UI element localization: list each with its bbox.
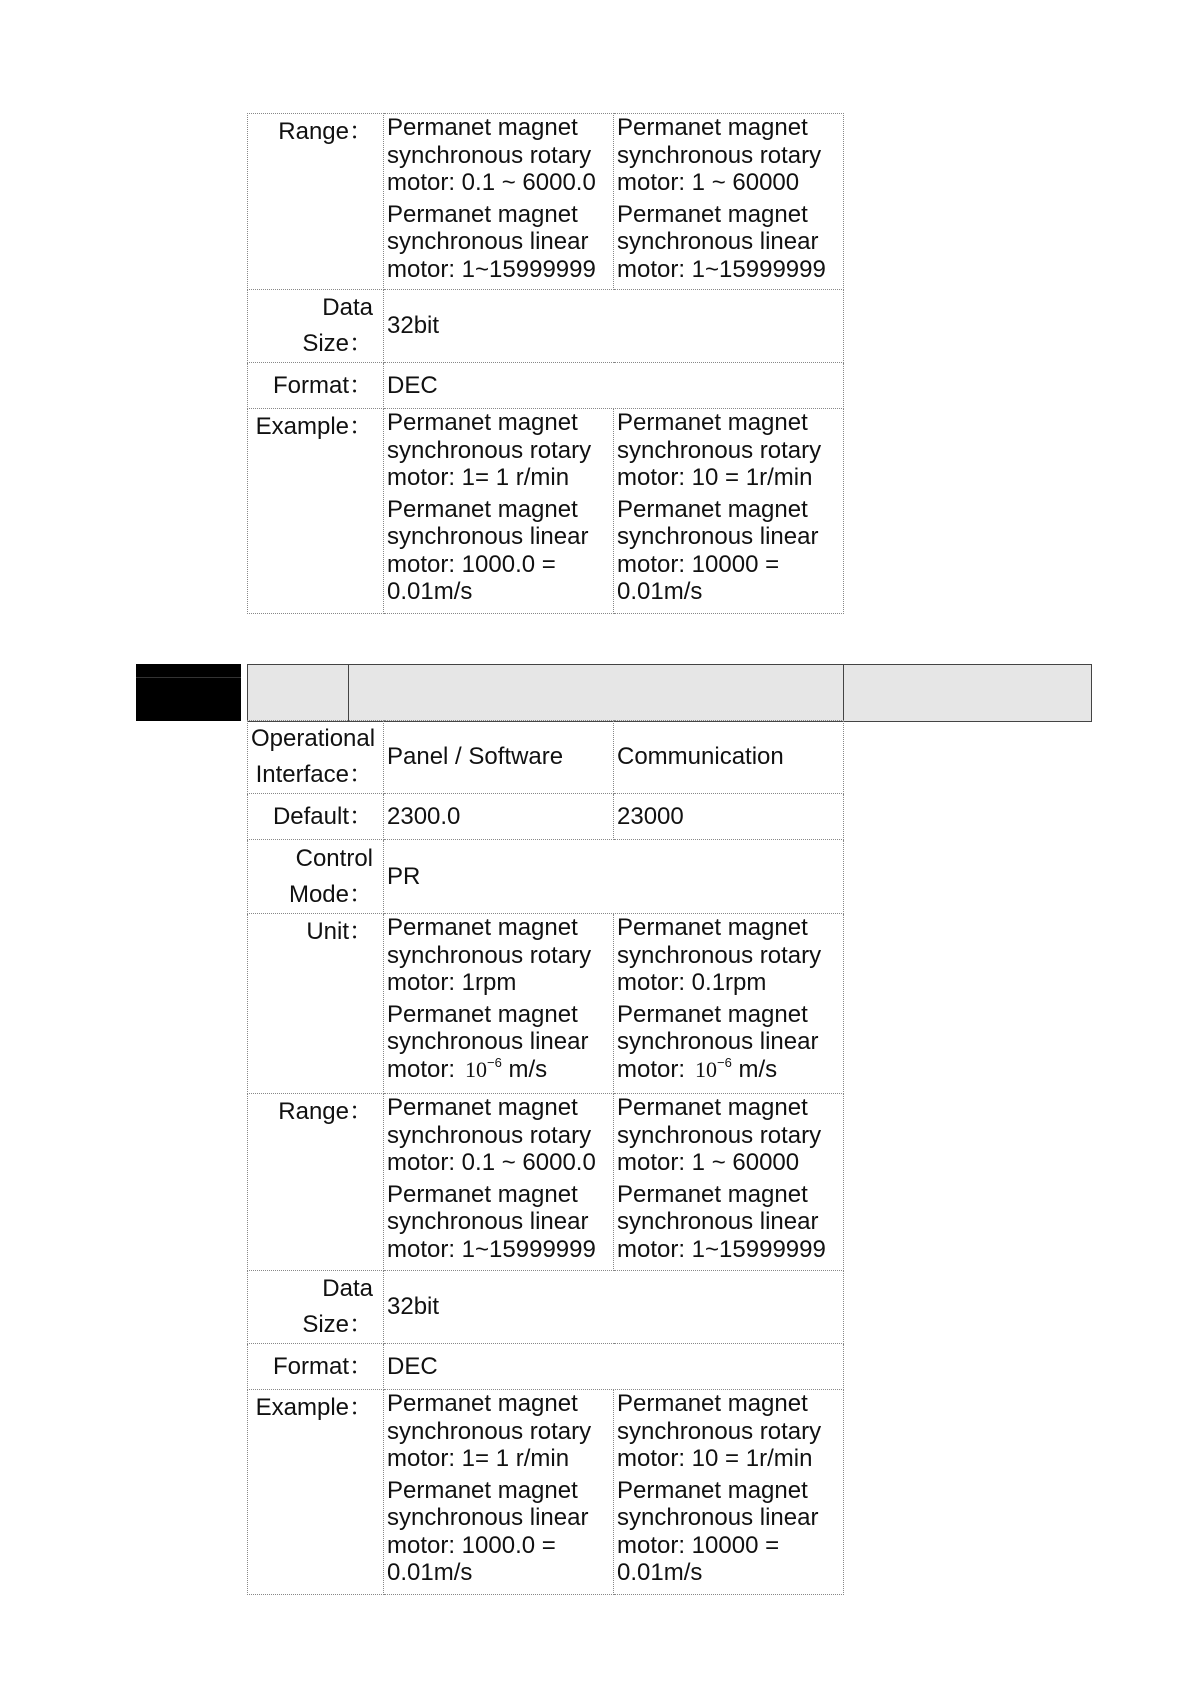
- range-linear-text: Permanet magnet synchronous linear motor: 1~15999999: [617, 1180, 826, 1263]
- example-comm-cell: [614, 409, 844, 614]
- range-linear-text: Permanet magnet synchronous linear motor: 1~15999999: [387, 200, 596, 283]
- panel-software-header: Panel / Software: [384, 721, 614, 794]
- control-mode-label: [248, 840, 384, 914]
- format-label: Format：: [248, 363, 384, 409]
- example-linear-text: Permanet magnet synchronous linear motor: 1000.0 = 0.01m/s: [387, 495, 589, 605]
- unit-linear-prefix: Permanet magnet synchronous linear motor:: [617, 1000, 819, 1083]
- parameter-header-address-cell: [843, 664, 1092, 722]
- range-rotary-text: Permanet magnet synchronous rotary motor: 1 ~ 60000: [617, 1094, 822, 1176]
- operational-label-line2: Interface：: [255, 761, 373, 788]
- range-label: Range：: [248, 114, 384, 290]
- unit-rotary-text: Permanet magnet synchronous rotary motor: 0.1rpm: [617, 914, 822, 996]
- range-row: [248, 114, 844, 290]
- range-rotary-text: Permanet magnet synchronous rotary motor: 1 ~ 60000: [617, 114, 822, 196]
- control-mode-label-line2: Mode：: [288, 880, 373, 908]
- power-exponent: −6: [487, 1054, 502, 1070]
- example-linear-text: Permanet magnet synchronous linear motor: 10000 = 0.01m/s: [617, 1476, 819, 1586]
- unit-comm-cell: [614, 914, 844, 1094]
- data-size-row: [248, 1271, 844, 1344]
- example-comm-cell: [614, 1390, 844, 1595]
- parameter-header-name-cell: [348, 664, 844, 722]
- unit-label: Unit：: [248, 914, 384, 1094]
- data-size-row: [248, 290, 844, 363]
- range-comm-cell: [614, 1094, 844, 1271]
- power-base: 10: [465, 1056, 488, 1082]
- range-panel-cell: [384, 114, 614, 290]
- data-size-label: Data Size：: [248, 1271, 384, 1344]
- range-row: [248, 1094, 844, 1271]
- operational-interface-label: [248, 721, 384, 794]
- control-mode-row: [248, 840, 844, 914]
- unit-rotary-text: Permanet magnet synchronous rotary motor: 1rpm: [387, 914, 592, 996]
- example-rotary-text: Permanet magnet synchronous rotary motor: 10 = 1r/min: [617, 1390, 822, 1472]
- data-size-value: 32bit: [384, 1271, 844, 1344]
- upper-parameter-table: [247, 113, 844, 614]
- unit-row: [248, 914, 844, 1094]
- example-label: Example：: [248, 1390, 384, 1595]
- operational-interface-row: [248, 721, 844, 794]
- parameter-code-block: [136, 664, 241, 721]
- example-label: Example：: [248, 409, 384, 614]
- data-size-value: 32bit: [384, 290, 844, 363]
- format-value: DEC: [384, 363, 844, 409]
- example-row: [248, 1390, 844, 1595]
- data-size-label: Data Size：: [248, 290, 384, 363]
- default-label: Default：: [248, 794, 384, 840]
- unit-linear-text: [617, 1001, 841, 1084]
- example-linear-text: Permanet magnet synchronous linear motor: 10000 = 0.01m/s: [617, 495, 819, 605]
- power-exponent: −6: [717, 1054, 732, 1070]
- default-panel-value: 2300.0: [384, 794, 614, 840]
- unit-linear-prefix: Permanet magnet synchronous linear motor:: [387, 1000, 589, 1083]
- operational-label-line1: Operational: [251, 725, 376, 752]
- range-linear-text: Permanet magnet synchronous linear motor: 1~15999999: [387, 1180, 596, 1263]
- default-row: [248, 794, 844, 840]
- range-label: Range：: [248, 1094, 384, 1271]
- control-mode-value: PR: [384, 840, 844, 914]
- example-rotary-text: Permanet magnet synchronous rotary motor: 1= 1 r/min: [387, 1390, 592, 1472]
- communication-header: Communication: [614, 721, 844, 794]
- format-label: Format：: [248, 1344, 384, 1390]
- range-comm-cell: [614, 114, 844, 290]
- format-row: [248, 363, 844, 409]
- range-panel-cell: [384, 1094, 614, 1271]
- range-rotary-text: Permanet magnet synchronous rotary motor: 0.1 ~ 6000.0: [387, 114, 596, 196]
- example-row: [248, 409, 844, 614]
- lower-parameter-table: [247, 720, 844, 1595]
- range-linear-text: Permanet magnet synchronous linear motor: 1~15999999: [617, 200, 826, 283]
- unit-suffix: m/s: [738, 1055, 778, 1083]
- unit-linear-text: [387, 1001, 611, 1084]
- format-row: [248, 1344, 844, 1390]
- example-rotary-text: Permanet magnet synchronous rotary motor: 1= 1 r/min: [387, 409, 592, 491]
- example-rotary-text: Permanet magnet synchronous rotary motor: 10 = 1r/min: [617, 409, 822, 491]
- control-mode-label-line1: Control: [295, 844, 373, 872]
- range-rotary-text: Permanet magnet synchronous rotary motor: 0.1 ~ 6000.0: [387, 1094, 596, 1176]
- power-base: 10: [695, 1056, 718, 1082]
- format-value: DEC: [384, 1344, 844, 1390]
- example-panel-cell: [384, 1390, 614, 1595]
- example-panel-cell: [384, 409, 614, 614]
- example-linear-text: Permanet magnet synchronous linear motor: 1000.0 = 0.01m/s: [387, 1476, 589, 1586]
- unit-panel-cell: [384, 914, 614, 1094]
- parameter-header-short-cell: [247, 664, 349, 722]
- default-comm-value: 23000: [614, 794, 844, 840]
- unit-suffix: m/s: [508, 1055, 548, 1083]
